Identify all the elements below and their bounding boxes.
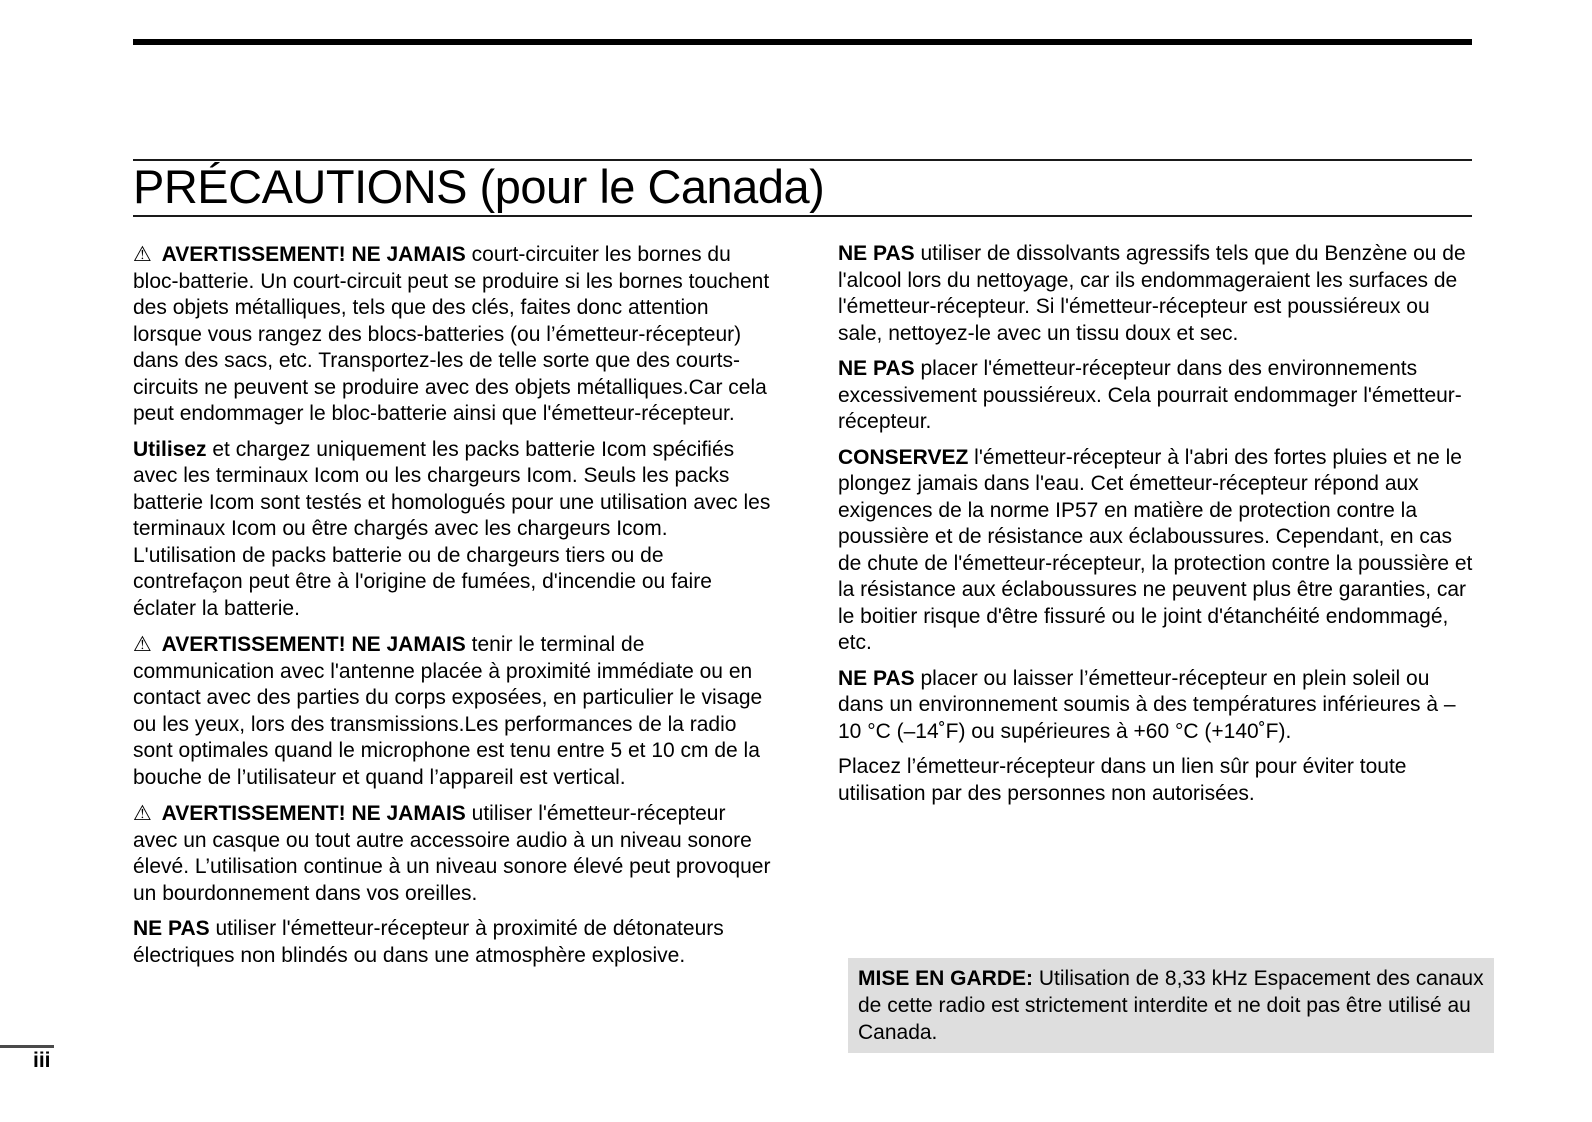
caution-box xyxy=(848,958,1494,1053)
paragraph-lead: AVERTISSEMENT! NE JAMAIS xyxy=(161,802,466,825)
paragraph: NE PAS placer l'émetteur-récepteur dans des environnements excessivement poussiéreux. Cela pourrait endommager l'émetteur-récepteur. xyxy=(838,357,1462,433)
paragraph: Utilisez et chargez uniquement les packs batterie Icom spécifiés avec les terminaux Icom ou les chargeurs Icom. Seuls les packs batterie Icom sont testés et homologués pour une utilisation avec les terminaux Icom ou être chargés avec les chargeurs Icom. L'utilisation de packs batterie ou de chargeurs tiers ou de contrefaçon peut être à l'origine de fumées, d'incendie ou faire éclater la batterie. xyxy=(133,437,771,620)
paragraph-lead: CONSERVEZ xyxy=(838,445,969,469)
warning-icon: ⚠ xyxy=(133,801,152,825)
caution-paragraph xyxy=(858,965,1484,1046)
paragraph: Placez l’émetteur-récepteur dans un lien sûr pour éviter toute utilisation par des personnes non autorisées. xyxy=(838,755,1407,805)
page-title: PRÉCAUTIONS (pour le Canada) xyxy=(133,160,825,213)
caution-text: Utilisation de 8,33 kHz Espacement des canaux de cette radio est strictement interdite et ne doit pas être utilisé au Canada. xyxy=(858,967,1484,1044)
paragraph-lead: NE PAS xyxy=(838,357,915,380)
paragraph: NE PAS placer ou laisser l’émetteur-récepteur en plein soleil ou dans un environnement soumis à des températures inférieures à –10 °C (–14˚F) ou supérieures à +60 °C (+140˚F). xyxy=(838,666,1456,743)
paragraph: CONSERVEZ l'émetteur-récepteur à l'abri des fortes pluies et ne le plongez jamais dans l'eau. Cet émetteur-récepteur répond aux exigences de la norme IP57 en matière de protection contre la poussière et de résistance aux éclaboussures. Cependant, en cas de chute de l'émetteur-récepteur, la protection contre la poussière et la résistance aux éclaboussures ne peuvent plus être garanties, car le boitier risque d'être fissuré ou le joint d'étanchéité endommagé, etc. xyxy=(838,445,1473,654)
paragraph-lead: AVERTISSEMENT! NE JAMAIS xyxy=(161,243,466,266)
paragraph-lead: NE PAS xyxy=(838,242,915,265)
paragraph-lead: Utilisez xyxy=(133,437,207,461)
left-column xyxy=(133,241,773,978)
paragraph-lead: NE PAS xyxy=(133,917,210,940)
title-block xyxy=(133,159,1472,217)
paragraph: ⚠ AVERTISSEMENT! NE JAMAIS tenir le terminal de communication avec l'antenne placée à proximité immédiate ou en contact avec des parties du corps exposées, en particulier le visage ou les yeux, lors des transmissions.Les performances de la radio sont optimales quand le microphone est tenu entre 5 et 10 cm de la bouche de l’utilisateur et quand l’appareil est vertical. xyxy=(133,632,763,789)
page-number: iii xyxy=(33,1049,51,1072)
title-rule-bottom xyxy=(133,215,1472,217)
paragraph: ⚠ AVERTISSEMENT! NE JAMAIS court-circuiter les bornes du bloc-batterie. Un court-circuit peut se produire si les bornes touchent des objets métalliques, tels que des clés, faites donc attention lorsque vous rangez des blocs-batteries (ou l’émetteur-récepteur) dans des sacs, etc. Transportez-les de telle sorte que des courts-circuits ne peuvent se produire avec des objets métalliques.Car cela peut endommager le bloc-batterie ainsi que l'émetteur-récepteur. xyxy=(133,242,770,425)
paragraph-lead: NE PAS xyxy=(838,666,915,690)
paragraph-lead: AVERTISSEMENT! NE JAMAIS xyxy=(161,633,466,656)
paragraph: NE PAS utiliser de dissolvants agressifs tels que du Benzène ou de l'alcool lors du nettoyage, car ils endommageraient les surfaces de l'émetteur-récepteur. Si l'émetteur-récepteur est poussiéreux ou sale, nettoyez-le avec un tissu doux et sec. xyxy=(838,242,1466,345)
caution-lead: MISE EN GARDE: xyxy=(858,967,1034,990)
top-rule xyxy=(133,39,1472,45)
warning-icon: ⚠ xyxy=(133,632,152,656)
right-column xyxy=(838,241,1478,816)
warning-icon: ⚠ xyxy=(133,242,152,266)
paragraph: ⚠ AVERTISSEMENT! NE JAMAIS utiliser l'émetteur-récepteur avec un casque ou tout autre accessoire audio à un niveau sonore élevé. L’utilisation continue à un niveau sonore élevé peut provoquer un bourdonnement dans vos oreilles. xyxy=(133,801,771,905)
paragraph: NE PAS utiliser l'émetteur-récepteur à proximité de détonateurs électriques non blindés ou dans une atmosphère explosive. xyxy=(133,917,724,967)
